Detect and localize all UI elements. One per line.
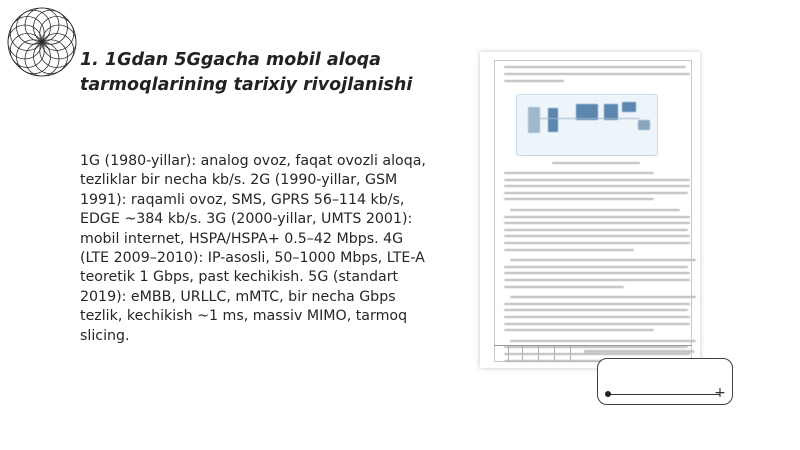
plus-icon[interactable]: + bbox=[714, 385, 726, 401]
document-text-line bbox=[504, 329, 654, 331]
slide-title-line-1: 1. 1Gdan 5Ggacha mobil aloqa bbox=[80, 50, 381, 70]
document-text-line bbox=[504, 216, 690, 218]
document-page-thumbnail bbox=[480, 52, 700, 368]
document-text-line bbox=[510, 340, 696, 342]
document-text-line bbox=[504, 73, 690, 75]
document-text-line bbox=[504, 229, 688, 231]
document-text-line bbox=[504, 323, 690, 325]
document-text-line bbox=[504, 316, 690, 318]
title-block-cell bbox=[554, 346, 555, 362]
document-diagram-block bbox=[528, 107, 540, 133]
dot-icon[interactable] bbox=[605, 391, 611, 397]
document-text-line bbox=[504, 179, 690, 181]
slide-body-text: 1G (1980-yillar): analog ovoz, faqat ovozli aloqa, tezliklar bir necha kb/s. 2G (1990-yillar, GSM 1991): raqamli ovoz, SMS, GPRS 56–114 kb/s, EDGE ~384 kb/s. 3G (2000-yillar, UMTS 2001): mobil internet, HSPA/HSPA+ 0.5–42 Mbps. 4G (LTE 2009–2010): IP-asosli, 50–1000 Mbps, LTE-A teoretik 1 Gbps, past kechikish. 5G (standart 2019): eMBB, URLLC, mMTC, bir necha Gbps tezlik, kechikish ~1 ms, massiv MIMO, tarmoq slicing. bbox=[80, 153, 426, 344]
title-block-cell bbox=[508, 346, 509, 362]
document-text-line bbox=[504, 242, 690, 244]
document-text-line bbox=[504, 279, 690, 281]
document-text-line bbox=[504, 185, 690, 187]
document-text-line bbox=[510, 209, 680, 211]
slide-title-line-2: tarmoqlarining tarixiy rivojlanishi bbox=[80, 75, 413, 95]
document-caption bbox=[552, 162, 640, 164]
document-diagram-block bbox=[638, 120, 650, 130]
slide-title bbox=[80, 48, 440, 98]
document-text-line bbox=[504, 172, 654, 174]
document-diagram-block bbox=[548, 108, 558, 132]
document-text-line bbox=[510, 259, 696, 261]
document-text-line bbox=[504, 192, 688, 194]
slider-track[interactable] bbox=[608, 394, 720, 395]
title-block-cell bbox=[538, 346, 539, 362]
document-text-line bbox=[504, 266, 688, 268]
document-diagram-block bbox=[622, 102, 636, 112]
document-text-line bbox=[504, 249, 634, 251]
document-text-line bbox=[510, 296, 696, 298]
document-text-line bbox=[504, 286, 624, 288]
document-text-line bbox=[504, 222, 690, 224]
document-text-line bbox=[504, 66, 686, 68]
title-block-text bbox=[584, 350, 694, 353]
document-diagram-link bbox=[540, 118, 640, 119]
circular-lines-logo-icon bbox=[4, 4, 80, 80]
title-block-cell bbox=[522, 346, 523, 362]
document-text-line bbox=[504, 80, 564, 82]
document-text-line bbox=[504, 303, 690, 305]
slider-widget[interactable] bbox=[597, 358, 733, 405]
title-block-cell bbox=[570, 346, 571, 362]
